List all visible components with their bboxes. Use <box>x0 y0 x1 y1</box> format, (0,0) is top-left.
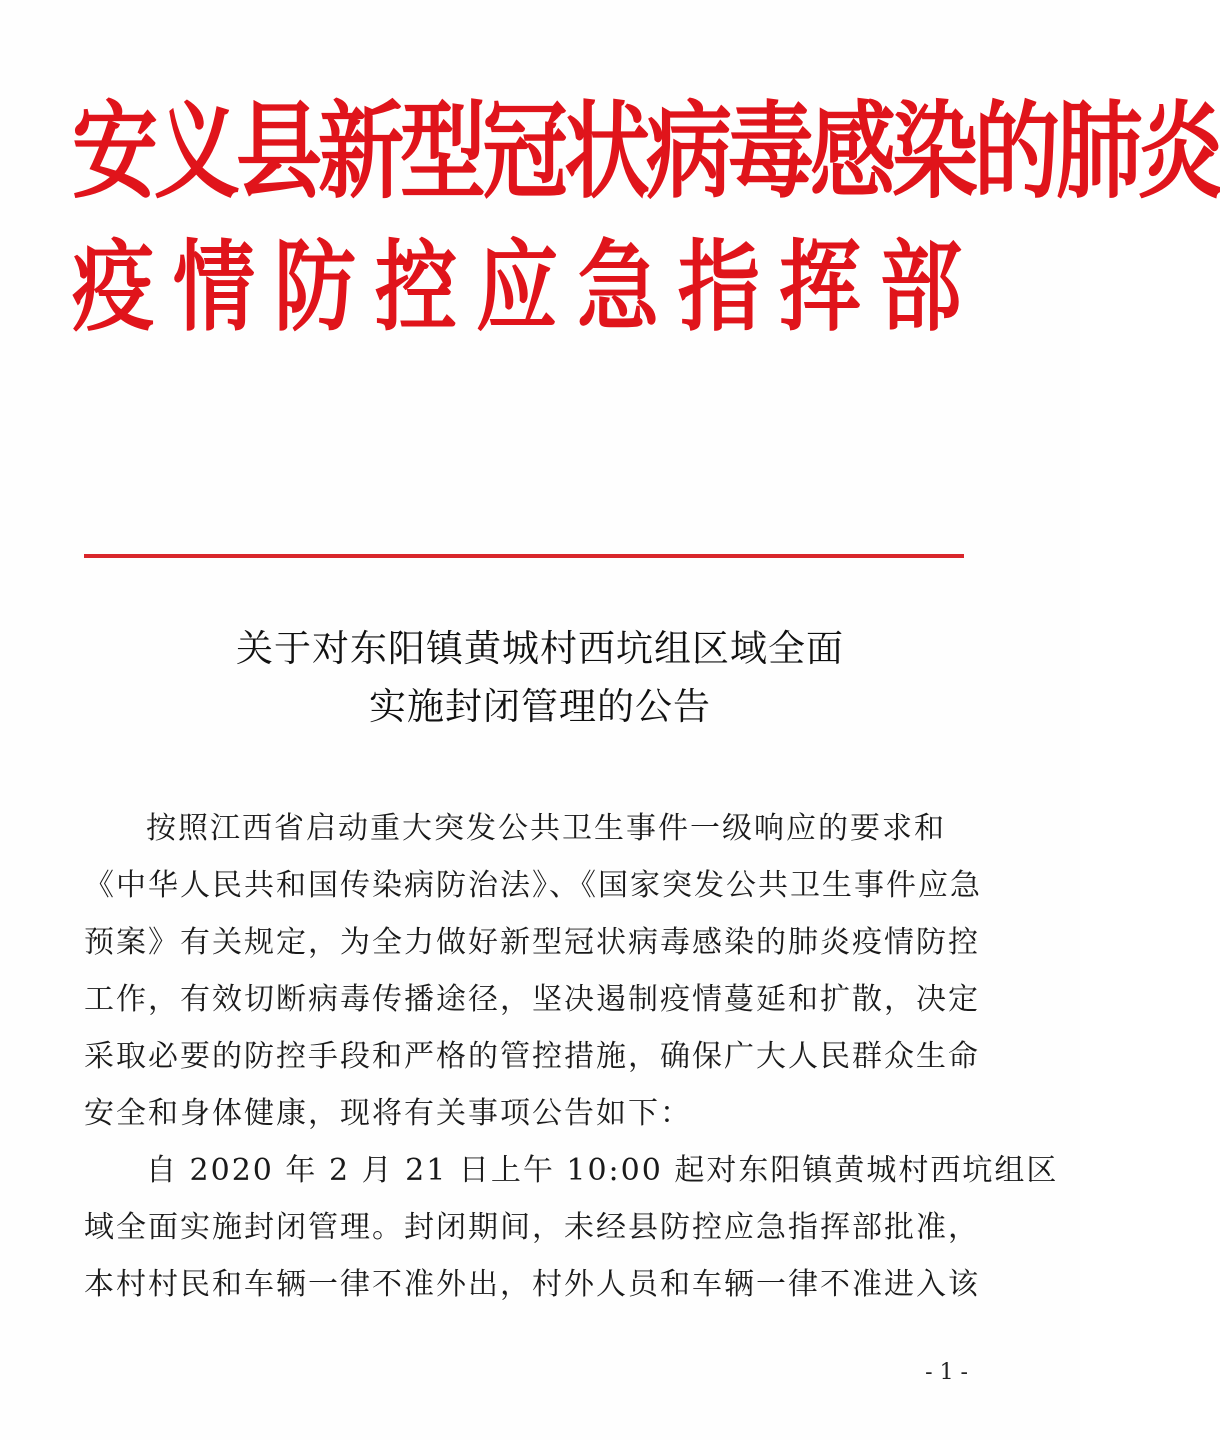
body-line: 域全面实施封闭管理。封闭期间，未经县防控应急指挥部批准， <box>84 1210 980 1245</box>
body-line: 自 2020 年 2 月 21 日上午 10:00 起对东阳镇黄城村西坑组区 <box>146 1153 1059 1188</box>
body-line: 采取必要的防控手段和严格的管控措施，确保广大人民群众生命 <box>84 1039 980 1074</box>
body-line: 《中华人民共和国传染病防治法》、《国家突发公共卫生事件应急 <box>84 868 982 903</box>
notice-title-line-1: 关于对东阳镇黄城村西坑组区域全面 <box>236 627 844 670</box>
page-number: - 1 - <box>925 1360 968 1385</box>
notice-body <box>84 800 1059 1313</box>
masthead-line-2: 疫情防控应急指挥部 <box>72 229 982 345</box>
body-line: 安全和身体健康，现将有关事项公告如下： <box>84 1096 692 1131</box>
body-line: 工作，有效切断病毒传播途径，坚决遏制疫情蔓延和扩散，决定 <box>84 982 980 1017</box>
body-line: 预案》有关规定，为全力做好新型冠状病毒感染的肺炎疫情防控 <box>84 925 980 960</box>
body-line: 按照江西省启动重大突发公共卫生事件一级响应的要求和 <box>146 811 946 846</box>
red-divider-rule <box>84 554 964 558</box>
body-line: 本村村民和车辆一律不准外出，村外人员和车辆一律不准进入该 <box>84 1267 980 1302</box>
masthead-line-1: 安义县新型冠状病毒感染的肺炎 <box>72 90 1220 214</box>
notice-title-line-2: 实施封闭管理的公告 <box>369 685 711 728</box>
